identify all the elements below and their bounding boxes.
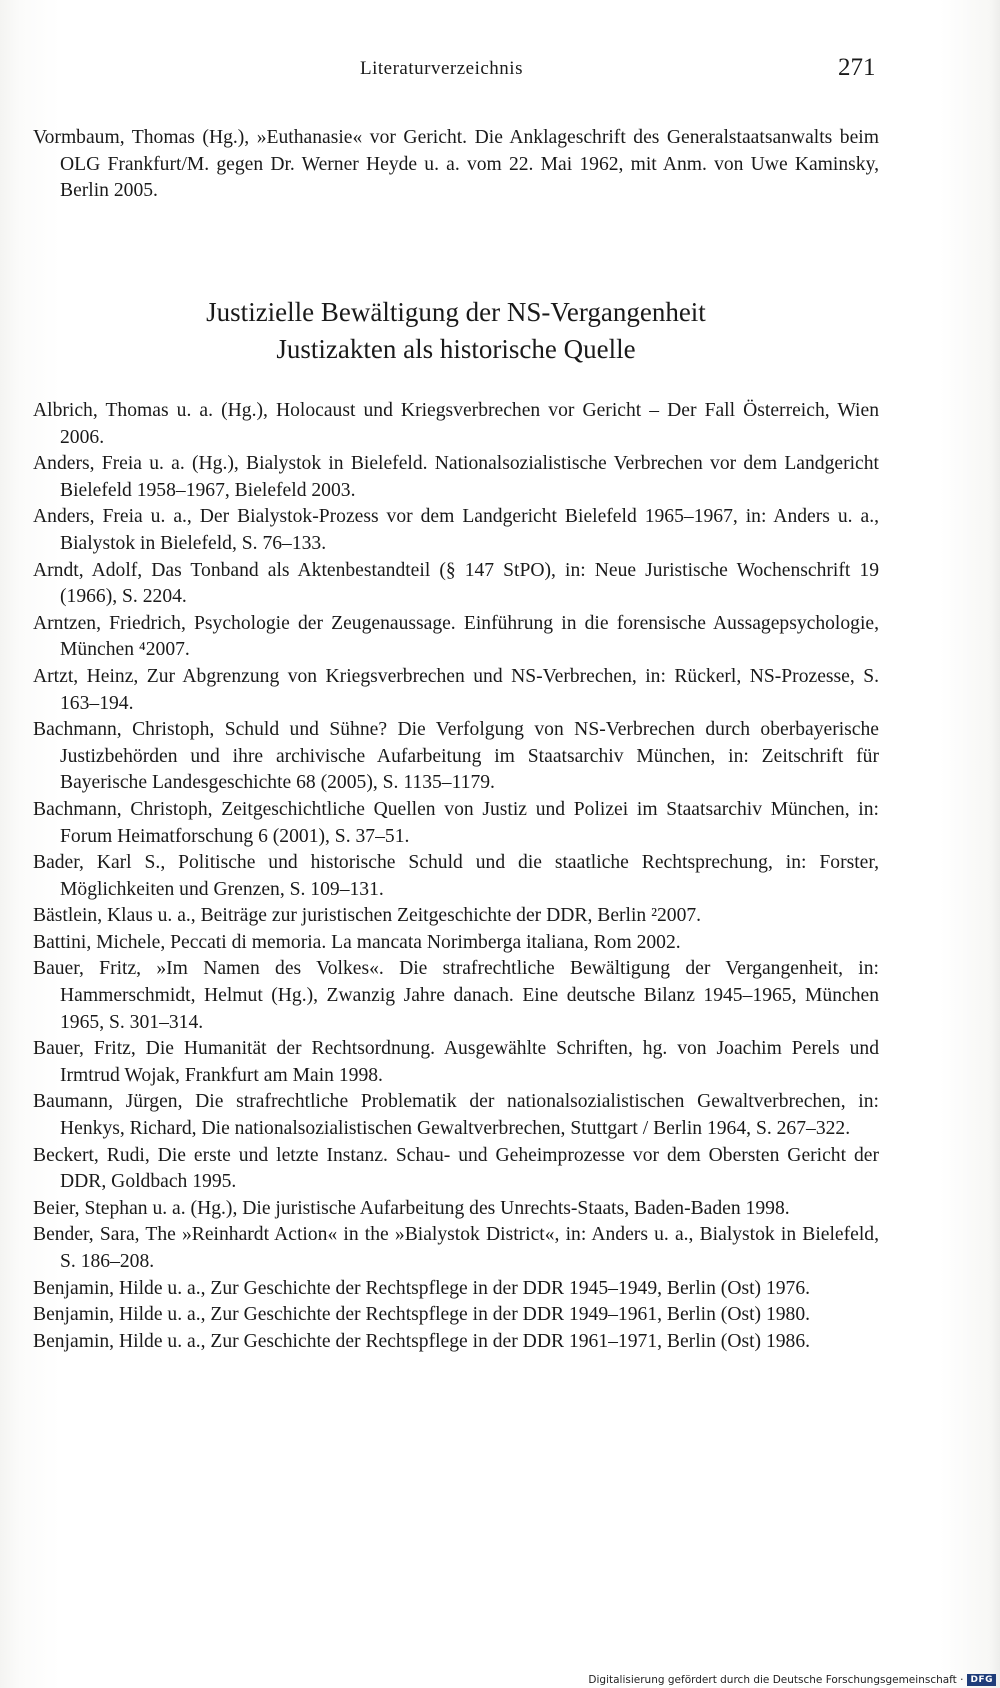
page-number: 271 xyxy=(838,54,876,81)
bibliography-entry: Anders, Freia u. a. (Hg.), Bialystok in Bielefeld. Nationalsozialistische Verbrechen vor dem Landgericht Bielefeld 1958–1967, Bielefeld 2003. xyxy=(33,453,879,501)
bibliography-entry: Anders, Freia u. a., Der Bialystok-Prozess vor dem Landgericht Bielefeld 1965–1967, in: Anders u. a., Bialystok in Bielefeld, S. 76–133. xyxy=(33,506,879,554)
bibliography-entry: Beckert, Rudi, Die erste und letzte Instanz. Schau- und Geheimprozesse vor dem Obersten Gericht der DDR, Goldbach 1995. xyxy=(33,1144,879,1193)
bibliography-entry: Bader, Karl S., Politische und historische Schuld und die staatliche Rechtsprechung, in: Forster, Möglichkeiten und Grenzen, S. 109–131. xyxy=(33,852,879,900)
bibliography-entry: Benjamin, Hilde u. a., Zur Geschichte der Rechtspflege in der DDR 1949–1961, Berlin (Ost) 1980. xyxy=(33,1304,811,1326)
bibliography-entry: Bauer, Fritz, »Im Namen des Volkes«. Die strafrechtliche Bewältigung der Vergangenheit, in: Hammerschmidt, Helmut (Hg.), Zwanzig Jahre danach. Eine deutsche Bilanz 1945–1965, München 1965, S. 301–314. xyxy=(33,958,879,1033)
bibliography-entry: Bachmann, Christoph, Schuld und Sühne? Die Verfolgung von NS-Verbrechen durch oberbayerische Justizbehörden und ihre archivische Aufarbeitung im Staatsarchiv München, in: Zeitschrift für Bayerische Landesgeschichte 68 (2005), S. 1135–1179. xyxy=(33,719,879,794)
footer-text: Digitalisierung gefördert durch die Deutsche Forschungsgemeinschaft · xyxy=(588,1674,964,1686)
section-subtitle: Justizakten als historische Quelle xyxy=(276,334,636,364)
bibliography-entry: Bachmann, Christoph, Zeitgeschichtliche Quellen von Justiz und Polizei im Staatsarchiv München, in: Forum Heimatforschung 6 (2001), S. 37–51. xyxy=(33,798,879,847)
digitization-footer xyxy=(588,1674,996,1686)
bibliography-entry: Albrich, Thomas u. a. (Hg.), Holocaust und Kriegsverbrechen vor Gericht – Der Fall Österreich, Wien 2006. xyxy=(33,400,879,448)
section-title: Justizielle Bewältigung der NS-Vergangenheit xyxy=(206,297,706,327)
bibliography-entry: Bauer, Fritz, Die Humanität der Rechtsordnung. Ausgewählte Schriften, hg. von Joachim Perels und Irmtrud Wojak, Frankfurt am Main 1998. xyxy=(33,1038,879,1086)
bibliography-entry: Battini, Michele, Peccati di memoria. La mancata Norimberga italiana, Rom 2002. xyxy=(33,931,681,953)
running-head: Literaturverzeichnis xyxy=(360,58,523,79)
dfg-logo: DFG xyxy=(967,1674,996,1686)
bibliography-entry: Bender, Sara, The »Reinhardt Action« in the »Bialystok District«, in: Anders u. a., Bialystok in Bielefeld, S. 186–208. xyxy=(33,1224,879,1272)
bibliography-list xyxy=(33,398,879,1355)
bibliography-entry: Benjamin, Hilde u. a., Zur Geschichte der Rechtspflege in der DDR 1961–1971, Berlin (Ost) 1986. xyxy=(33,1330,811,1352)
bibliography-entry: Artzt, Heinz, Zur Abgrenzung von Kriegsverbrechen und NS-Verbrechen, in: Rückerl, NS-Prozesse, S. 163–194. xyxy=(33,665,879,714)
bibliography-entry: Benjamin, Hilde u. a., Zur Geschichte der Rechtspflege in der DDR 1945–1949, Berlin (Ost) 1976. xyxy=(33,1277,811,1299)
bibliography-entry: Bästlein, Klaus u. a., Beiträge zur juristischen Zeitgeschichte der DDR, Berlin ²2007. xyxy=(33,905,702,927)
bibliography-entry: Arndt, Adolf, Das Tonband als Aktenbestandteil (§ 147 StPO), in: Neue Juristische Wochenschrift 19 (1966), S. 2204. xyxy=(33,559,879,608)
bibliography-entry: Beier, Stephan u. a. (Hg.), Die juristische Aufarbeitung des Unrechts-Staats, Baden-Baden 1998. xyxy=(33,1197,790,1219)
intro-entries xyxy=(33,125,879,205)
bibliography-entry: Baumann, Jürgen, Die strafrechtliche Problematik der nationalsozialistischen Gewaltverbrechen, in: Henkys, Richard, Die nationalsozialistischen Gewaltverbrechen, Stuttgart / Berlin 1964, S. 267–322. xyxy=(33,1091,879,1140)
bibliography-entry: Arntzen, Friedrich, Psychologie der Zeugenaussage. Einführung in die forensische Aussagepsychologie, München ⁴2007. xyxy=(33,612,879,661)
bibliography-entry: Vormbaum, Thomas (Hg.), »Euthanasie« vor Gericht. Die Anklageschrift des Generalstaatsanwalts beim OLG Frankfurt/M. gegen Dr. Werner Heyde u. a. vom 22. Mai 1962, mit Anm. von Uwe Kaminsky, Berlin 2005. xyxy=(33,127,879,202)
